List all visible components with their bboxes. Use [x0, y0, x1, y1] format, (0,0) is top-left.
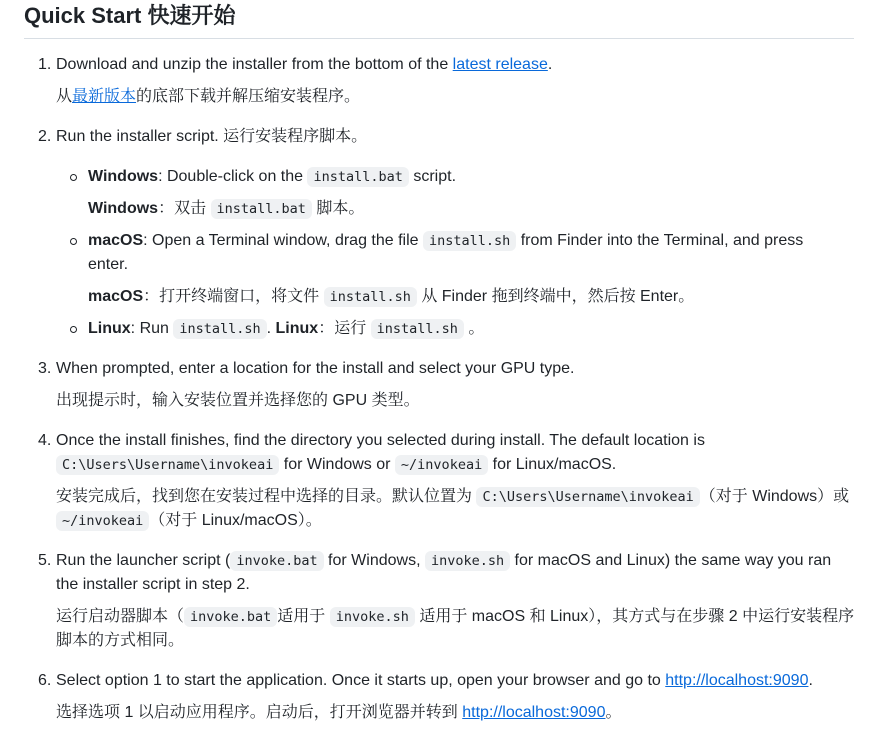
step-5-zh-a: 运行启动器脚本（	[56, 608, 185, 625]
step-5-zh	[56, 605, 854, 629]
step-1-text	[56, 53, 552, 77]
bullet-icon	[70, 326, 77, 333]
step-4-zh-code-nix: ~/invokeai	[56, 511, 149, 531]
macos-zh-a: ：打开终端窗口，将文件	[143, 288, 324, 305]
macos-zh-label: macOS	[88, 288, 144, 305]
linux-zh-label: Linux	[275, 320, 319, 337]
step-6-zh-b: 。	[605, 704, 622, 721]
step-4-code-nix: ~/invokeai	[395, 455, 488, 475]
linux-zh-a: ：运行	[318, 320, 371, 337]
step-5-text-b: for Windows,	[323, 552, 425, 569]
step-4-zh	[56, 485, 849, 509]
macos-zh-code: install.sh	[324, 287, 417, 307]
macos-code: install.sh	[423, 231, 516, 251]
step-3-zh: 出现提示时，输入安装位置并选择您的 GPU 类型。	[56, 392, 420, 409]
windows-zh-label: Windows	[88, 200, 159, 217]
step-4-zh-c: （对于 Linux/macOS）。	[149, 512, 322, 529]
macos-zh-b: 从 Finder 拖到终端中，然后按 Enter。	[416, 288, 695, 305]
macos-instruction-cont: enter.	[88, 256, 129, 273]
step-5-number: 5.	[38, 552, 52, 569]
bullet-icon	[70, 238, 77, 245]
step-5-zh-c: 适用于 macOS 和 Linux），其方式与在步骤 2 中运行安装程序	[414, 608, 855, 625]
linux-label: Linux	[88, 320, 131, 337]
localhost-zh-link[interactable]: http://localhost:9090	[462, 704, 606, 721]
windows-instruction-zh	[88, 197, 364, 221]
localhost-link[interactable]: http://localhost:9090	[665, 672, 809, 689]
windows-text-a: : Double-click on the	[158, 168, 308, 185]
latest-release-link[interactable]: latest release	[452, 56, 548, 73]
step-1-number: 1.	[38, 56, 52, 73]
windows-zh-a: ：双击	[158, 200, 211, 217]
linux-code: install.sh	[173, 319, 266, 339]
step-4-text-b: for Windows or	[279, 456, 395, 473]
step-5-text-a: Run the launcher script (	[56, 552, 231, 569]
step-6-number: 6.	[38, 672, 52, 689]
step-4-zh-cont	[56, 509, 322, 533]
linux-sep: .	[266, 320, 276, 337]
linux-text-a: : Run	[130, 320, 174, 337]
step-5-code-sh: invoke.sh	[425, 551, 510, 571]
macos-instruction-zh	[88, 285, 694, 309]
windows-code: install.bat	[307, 167, 408, 187]
linux-instruction	[88, 317, 484, 341]
step-4-text-cont	[56, 453, 616, 477]
macos-label: macOS	[88, 232, 144, 249]
step-4-zh-a: 安装完成后，找到您在安装过程中选择的目录。默认位置为	[56, 488, 477, 505]
linux-zh-b: 。	[463, 320, 485, 337]
step-4-text-c: for Linux/macOS.	[488, 456, 617, 473]
document-body	[24, 0, 854, 39]
step-6-zh	[56, 701, 621, 725]
windows-zh-code: install.bat	[211, 199, 312, 219]
step-4-code-win: C:\Users\Username\invokeai	[56, 455, 279, 475]
page-title: Quick Start 快速开始	[24, 0, 854, 39]
step-5-zh-code-bat: invoke.bat	[184, 607, 277, 627]
linux-zh-code: install.sh	[371, 319, 464, 339]
windows-label: Windows	[88, 168, 159, 185]
macos-instruction	[88, 229, 803, 253]
step-6-text-b: .	[808, 672, 813, 689]
step-4-zh-code-win: C:\Users\Username\invokeai	[476, 487, 699, 507]
step-5-zh-b: 适用于	[277, 608, 330, 625]
step-6-text-a: Select option 1 to start the application. Once it starts up, open your browser and go to	[56, 672, 666, 689]
step-4-number: 4.	[38, 432, 52, 449]
step-6-text	[56, 669, 813, 693]
windows-instruction	[88, 165, 456, 189]
step-2-text: Run the installer script. 运行安装程序脚本。	[56, 128, 368, 145]
step-1-zh-b: 的底部下载并解压缩安装程序。	[136, 88, 361, 105]
step-5-zh-cont: 脚本的方式相同。	[56, 632, 185, 649]
step-4-zh-b: （对于 Windows）或	[699, 488, 850, 505]
macos-text-b: from Finder into the Terminal, and press	[516, 232, 804, 249]
step-1-zh	[56, 85, 360, 109]
step-1-text-a: Download and unzip the installer from the bottom of the	[56, 56, 453, 73]
step-1-zh-a: 从	[56, 88, 73, 105]
step-4-text: Once the install finishes, find the directory you selected during install. The default location is	[56, 432, 705, 449]
step-3-text: When prompted, enter a location for the install and select your GPU type.	[56, 360, 575, 377]
step-5-text	[56, 549, 831, 573]
step-1-text-b: .	[547, 56, 553, 73]
macos-text-a: : Open a Terminal window, drag the file	[143, 232, 423, 249]
windows-text-b: script.	[408, 168, 457, 185]
bullet-icon	[70, 174, 77, 181]
step-5-zh-code-sh: invoke.sh	[330, 607, 415, 627]
step-3-number: 3.	[38, 360, 52, 377]
step-2-number: 2.	[38, 128, 52, 145]
latest-release-zh-link[interactable]: 最新版本	[72, 88, 137, 105]
step-5-text-c: for macOS and Linux) the same way you ran	[510, 552, 832, 569]
step-6-zh-a: 选择选项 1 以启动应用程序。启动后，打开浏览器并转到	[56, 704, 463, 721]
step-5-code-bat: invoke.bat	[230, 551, 323, 571]
windows-zh-b: 脚本。	[311, 200, 365, 217]
step-5-text-cont: the installer script in step 2.	[56, 576, 250, 593]
